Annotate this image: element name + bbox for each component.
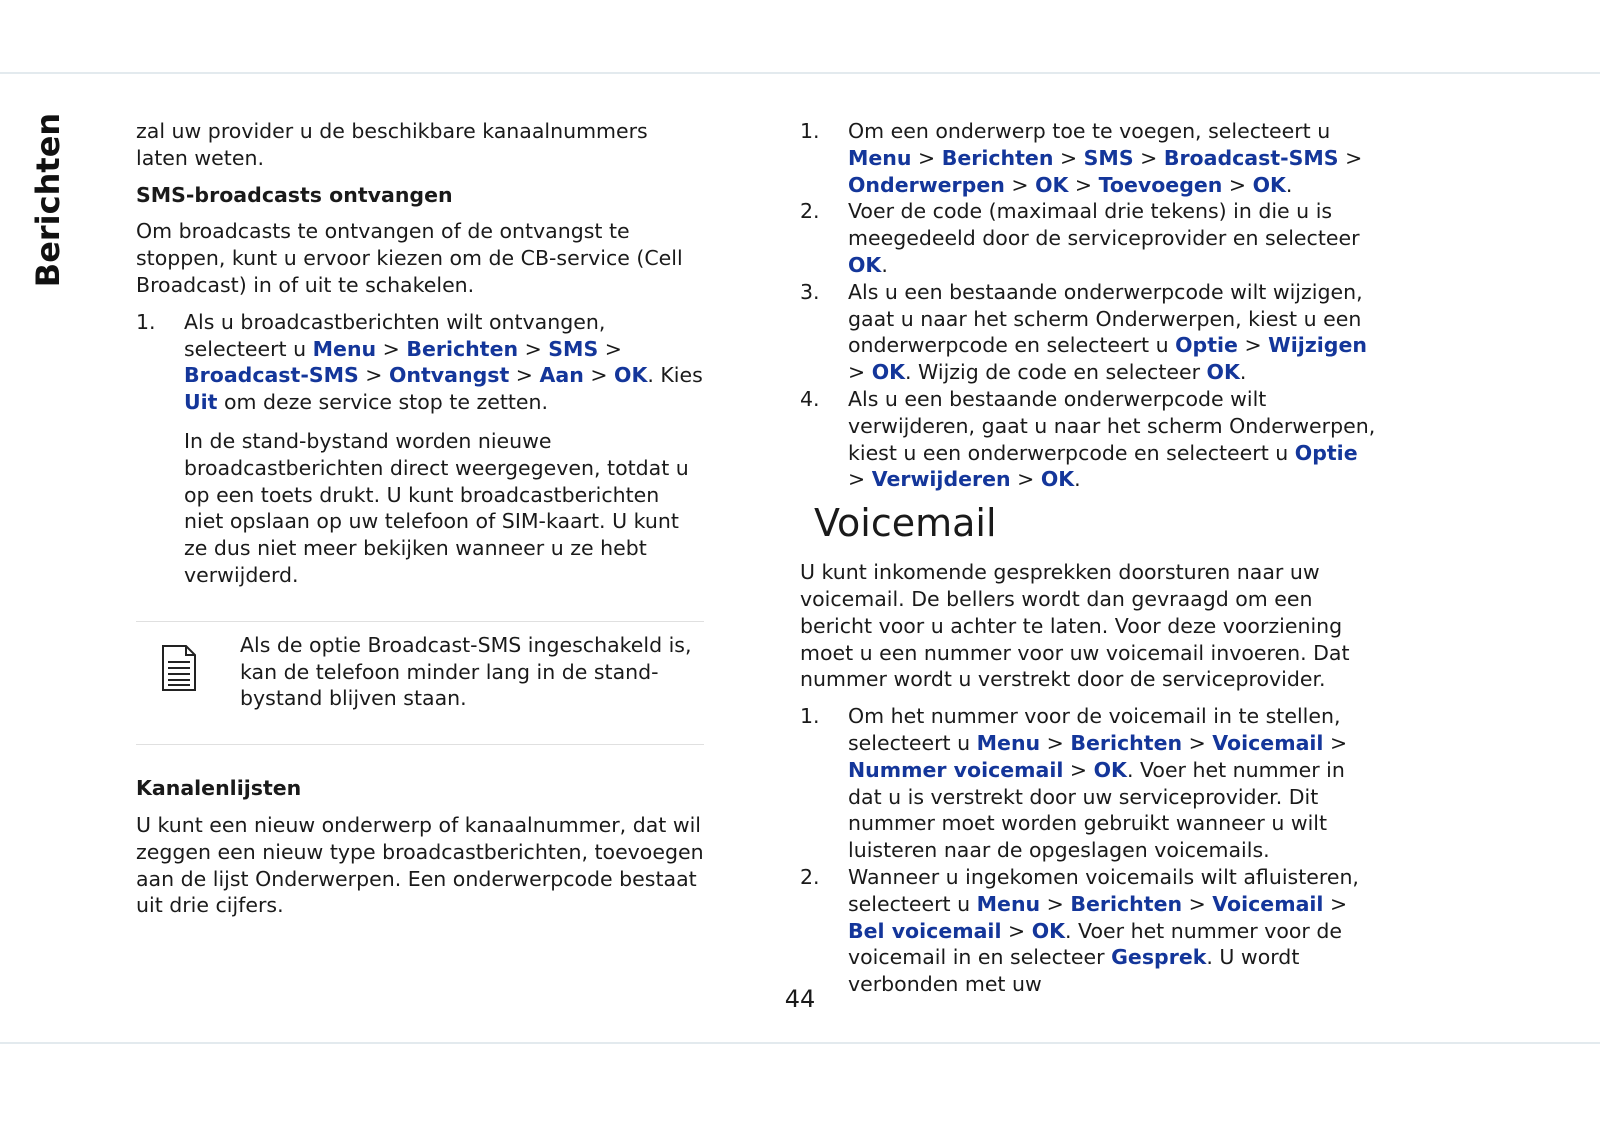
menu-path-keyword: Menu bbox=[312, 336, 377, 361]
note-box bbox=[136, 621, 704, 745]
bottom-rule bbox=[0, 1042, 1600, 1044]
list-item: 1. Om een onderwerp toe te voegen, selecteert u Menu > Berichten > SMS > Broadcast-SMS > Onderwerpen > OK > Toevoegen > OK. bbox=[800, 119, 1363, 197]
menu-path-keyword: SMS bbox=[1083, 145, 1134, 170]
menu-path-keyword: Menu bbox=[976, 891, 1041, 916]
list-item: 2. Wanneer u ingekomen voicemails wilt afluisteren, selecteert u Menu > Berichten > Voicemail > Bel voicemail > OK. Voer het nummer voor de voicemail in en selecteer Gesprek. U wordt verbonden met uw bbox=[800, 864, 1359, 997]
menu-path-keyword: Menu bbox=[976, 730, 1041, 755]
menu-path-keyword: OK bbox=[1040, 467, 1075, 492]
menu-path-keyword: Aan bbox=[539, 363, 584, 388]
list-item: 1. Om het nummer voor de voicemail in te stellen, selecteert u Menu > Berichten > Voicemail > Nummer voicemail > OK. Voer het nummer in dat u is verstrekt door uw serviceprovider. Dit nummer moet worden gebruikt wanneer u wilt luisteren naar de opgeslagen voicemails. bbox=[800, 704, 1348, 863]
list-item: 4. Als u een bestaande onderwerpcode wilt verwijderen, gaat u naar het scherm Onderwerpen, kiest u een onderwerpcode en selecteert u Optie > Verwijderen > OK. bbox=[800, 386, 1376, 492]
note-document-icon bbox=[160, 644, 198, 692]
menu-path-keyword: OK bbox=[614, 363, 648, 388]
left-column bbox=[136, 118, 704, 919]
heading-kanalenlijsten: Kanalenlijsten bbox=[136, 776, 302, 801]
menu-path-keyword: OK bbox=[871, 360, 906, 385]
menu-path-keyword: Verwijderen bbox=[871, 467, 1011, 492]
note-text: Als de optie Broadcast-SMS ingeschakeld is, kan de telefoon minder lang in de stand-bystand blijven staan. bbox=[240, 632, 692, 711]
menu-path-keyword: Nummer voicemail bbox=[848, 757, 1064, 782]
top-rule bbox=[0, 72, 1600, 74]
page-number: 44 bbox=[784, 985, 816, 1013]
broadcast-paragraph: Om broadcasts te ontvangen of de ontvangst te stoppen, kunt u ervoor kiezen om de CB-service (Cell Broadcast) in of uit te schakelen. bbox=[136, 219, 683, 297]
menu-path-keyword: OK bbox=[848, 252, 882, 277]
list-item: 2. Voer de code (maximaal drie tekens) in die u is meegedeeld door de serviceprovider en selecteer OK. bbox=[800, 199, 1360, 277]
kanalenlijsten-paragraph: U kunt een nieuw onderwerp of kanaalnummer, dat wil zeggen een nieuw type broadcastberichten, toevoegen aan de lijst Onderwerpen. Een onderwerpcode bestaat uit drie cijfers. bbox=[136, 812, 704, 918]
menu-path-keyword: Berichten bbox=[1070, 891, 1183, 916]
menu-path-keyword: Berichten bbox=[406, 336, 519, 361]
menu-path-keyword: Gesprek bbox=[1111, 945, 1207, 970]
menu-path-keyword: SMS bbox=[548, 336, 599, 361]
heading-sms-broadcasts: SMS-broadcasts ontvangen bbox=[136, 182, 453, 207]
topic-steps bbox=[800, 118, 1376, 493]
list-item: 1. Als u broadcastberichten wilt ontvangen, selecteert u Menu > Berichten > SMS > Broadcast-SMS > Ontvangst > Aan > OK. Kies Uit om deze service stop te zetten. bbox=[136, 309, 703, 415]
menu-path-keyword: Voicemail bbox=[1212, 730, 1324, 755]
right-column bbox=[800, 118, 1376, 998]
chapter-title: Berichten bbox=[29, 112, 67, 288]
menu-path-keyword: Broadcast-SMS bbox=[184, 363, 359, 388]
menu-path-keyword: Berichten bbox=[1070, 730, 1183, 755]
menu-path-keyword: Optie bbox=[1294, 440, 1358, 465]
menu-path-keyword: Toevoegen bbox=[1098, 172, 1223, 197]
menu-path-keyword: Voicemail bbox=[1212, 891, 1324, 916]
menu-path-keyword: Bel voicemail bbox=[848, 918, 1002, 943]
menu-path-keyword: OK bbox=[1252, 172, 1286, 197]
chapter-side-tab bbox=[8, 112, 88, 288]
menu-path-keyword: OK bbox=[1206, 360, 1240, 385]
list-item: 3. Als u een bestaande onderwerpcode wilt wijzigen, gaat u naar het scherm Onderwerpen, kiest u een onderwerpcode en selecteert u Optie > Wijzigen > OK. Wijzig de code en selecteer OK. bbox=[800, 279, 1367, 385]
intro-paragraph: zal uw provider u de beschikbare kanaalnummers laten weten. bbox=[136, 119, 648, 170]
menu-path-keyword: Onderwerpen bbox=[848, 172, 1005, 197]
menu-path-keyword: Optie bbox=[1175, 333, 1238, 358]
menu-path-keyword: Ontvangst bbox=[388, 363, 510, 388]
menu-path-keyword: OK bbox=[1093, 757, 1127, 782]
menu-path-keyword: OK bbox=[1035, 172, 1069, 197]
standby-paragraph: In de stand-bystand worden nieuwe broadcastberichten direct weergegeven, totdat u op een toets drukt. U kunt broadcastberichten niet opslaan op uw telefoon of SIM-kaart. U kunt ze dus niet meer bekijken wanneer u ze hebt verwijderd. bbox=[184, 428, 689, 587]
menu-path-keyword: OK bbox=[1031, 918, 1066, 943]
menu-path-keyword: Uit bbox=[184, 390, 218, 415]
menu-path-keyword: Wijzigen bbox=[1268, 333, 1367, 358]
voicemail-steps bbox=[800, 703, 1376, 998]
voicemail-paragraph: U kunt inkomende gesprekken doorsturen naar uw voicemail. De bellers wordt dan gevraagd om een bericht voor u achter te laten. Voor deze voorziening moet u een nummer voor uw voicemail invoeren. Dat nummer wordt u verstrekt door de serviceprovider. bbox=[800, 560, 1350, 692]
menu-path-keyword: Menu bbox=[848, 145, 912, 170]
section-title-voicemail: Voicemail bbox=[814, 501, 997, 546]
menu-path-keyword: Berichten bbox=[941, 145, 1054, 170]
menu-path-keyword: Broadcast-SMS bbox=[1163, 145, 1339, 170]
broadcast-steps bbox=[136, 309, 704, 416]
